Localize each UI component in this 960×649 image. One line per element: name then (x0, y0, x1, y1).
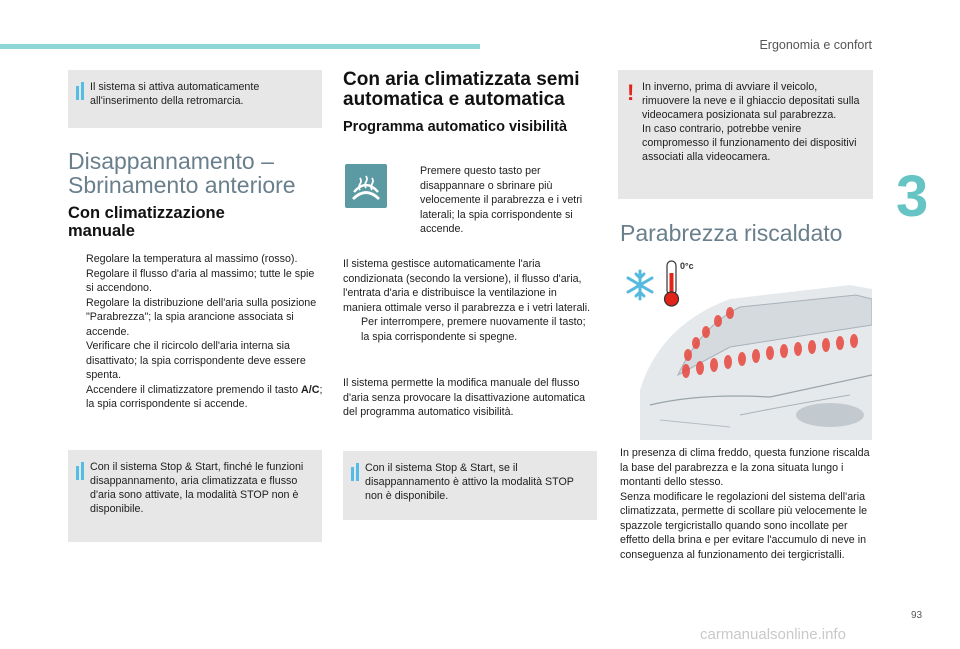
header-accent-bar (0, 44, 480, 49)
temperature-label: 0°c (680, 261, 694, 271)
list-item (68, 339, 324, 383)
info-note-reverse (68, 70, 322, 128)
heated-windscreen-paragraph: In presenza di clima freddo, questa funzione riscalda la base del parabrezza e la zona situata lungo i montanti dello stesso. Senza modificare le regolazioni del sistema dell'aria climatizzata, permette di scollare più velocemente le spazzole tergicristallo quando sono incollate per effetto della brina e per evitare l'accumulo di neve in conseguenza al funzionamento dei tergicristalli. (620, 447, 870, 561)
step-text-pre: Accendere il climatizzatore premendo il tasto (86, 383, 302, 396)
section-header: Ergonomia e confort (759, 38, 872, 52)
title-line-2: automatica e automatica (343, 89, 565, 110)
warning-note-camera (618, 70, 873, 199)
info-icon (76, 462, 87, 480)
info-icon (76, 82, 87, 100)
list-item (68, 383, 324, 412)
info-note-stopstart-auto (343, 451, 597, 520)
warning-note-text: In inverno, prima di avviare il veicolo, rimuovere la neve e il ghiaccio depositati sulla videocamera posizionata sul parabrezza. In caso contrario, potrebbe venire compromesso il funzionamento dei dispositivi associati alla videocamera. (642, 81, 860, 163)
step-text: Regolare la distribuzione dell'aria sulla posizione "Parabrezza"; la spia arancione associata si accende. (86, 296, 317, 338)
list-item (68, 267, 324, 296)
info-note-text: Con il sistema Stop & Start, finché le funzioni disappannamento, aria climatizzata e flusso d'aria sono attivate, la modalità STOP non è disponibile. (90, 461, 304, 515)
list-item (68, 296, 324, 340)
ac-key-label: A/C (301, 383, 320, 396)
windscreen-defrost-button-icon (345, 164, 387, 208)
info-note-text: Con il sistema Stop & Start, se il disappannamento è attivo la modalità STOP non è disponibile. (365, 462, 574, 502)
title-line-1: Con aria climatizzata semi (343, 69, 580, 90)
title-line-1: Disappannamento – (68, 148, 274, 174)
para-text: Il sistema gestisce automaticamente l'aria condizionata (secondo la versione), il flusso d'aria, l'entrata d'aria e distribuisce la ventilazione in maniera ottimale verso il parabrezza e i vetri laterali. (343, 258, 591, 314)
warning-icon: ! (627, 80, 635, 105)
subtitle-line-1: Con climatizzazione (68, 204, 225, 222)
section-title-heated-windscreen (620, 221, 880, 245)
subtitle-line-2: manuale (68, 222, 135, 240)
press-instruction (402, 164, 605, 237)
press-instruction-text: Premere questo tasto per disappannare o sbrinare più velocemente il parabrezza e i vetri laterali; la spia corrispondente si accende. (420, 165, 583, 235)
thermometer-icon (665, 261, 679, 306)
manual-override-paragraph: Il sistema permette la modifica manuale del flusso d'aria senza provocare la disattivazione automatica del programma automatico visibilità. (343, 377, 586, 418)
list-item (68, 252, 324, 267)
step-text: Regolare la temperatura al massimo (rosso). (86, 253, 298, 265)
page-number: 93 (911, 610, 923, 621)
info-icon (351, 463, 362, 481)
stop-instruction-text: Per interrompere, premere nuovamente il tasto; la spia corrispondente si spegne. (361, 316, 586, 343)
step-text: Verificare che il ricircolo dell'aria interna sia disattivato; la spia corrispondente deve essere spenta. (86, 340, 306, 381)
subtitle-manual (68, 204, 328, 240)
watermark: carmanualsonline.info (700, 626, 846, 643)
step-text-post: ; la spia corrispondente si accende. (86, 383, 323, 410)
manual-steps-list (68, 252, 324, 412)
heated-windscreen-illustration (620, 255, 872, 440)
subtitle-visibility (343, 119, 613, 135)
step-text: Regolare il flusso d'aria al massimo; tutte le spie si accendono. (86, 267, 315, 294)
info-note-text: Il sistema si attiva automaticamente all'inserimento della retromarcia. (90, 81, 260, 107)
list-item (343, 315, 595, 344)
chapter-number: 3 (896, 164, 929, 229)
section-title-auto (343, 70, 613, 110)
section-title-defrost (68, 149, 338, 197)
subtitle-text: Programma automatico visibilità (343, 119, 568, 135)
info-note-stopstart (68, 450, 322, 542)
title-line-2: Sbrinamento anteriore (68, 172, 296, 198)
title-text: Parabrezza riscaldato (620, 220, 843, 246)
auto-paragraph (343, 257, 595, 344)
